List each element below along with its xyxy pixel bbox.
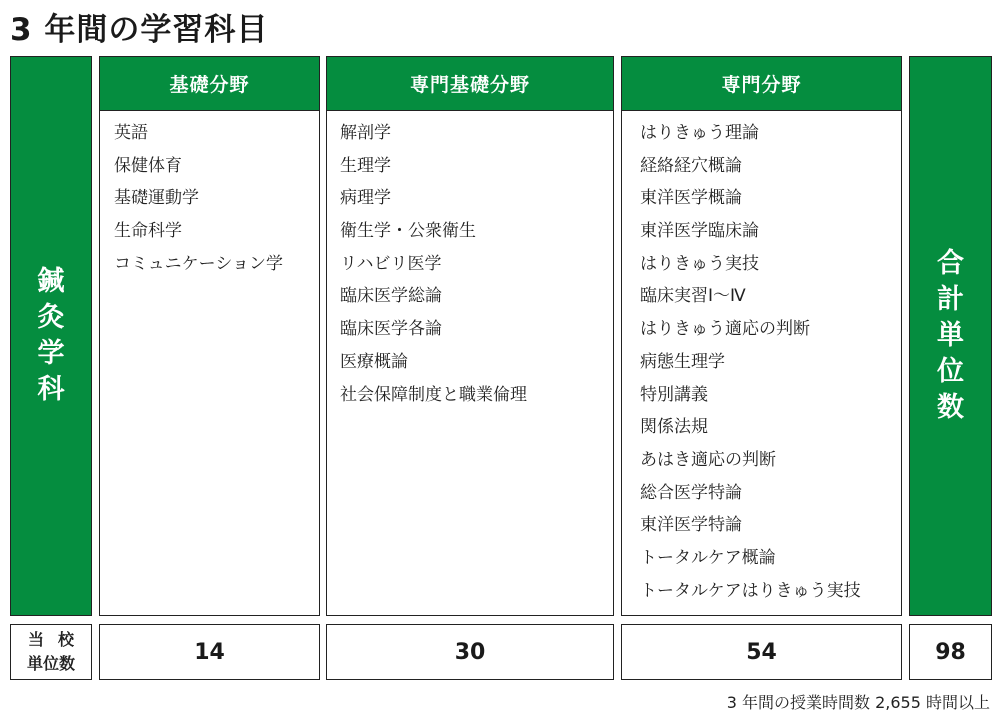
subject-list [340, 122, 527, 416]
list-item: 病態生理学 [640, 351, 725, 372]
total-label-char: 数 [937, 392, 964, 423]
list-item: 臨床医学総論 [340, 286, 442, 307]
list-item: 特別講義 [640, 384, 708, 405]
department-char: 鍼 [37, 266, 65, 297]
subject-list [640, 122, 861, 612]
credits-specialized-basic: 30 [326, 624, 614, 680]
list-item: 臨床医学各論 [340, 319, 442, 340]
list-item: 生命科学 [114, 221, 182, 242]
list-item: あはき適応の判断 [640, 449, 776, 470]
list-item: コミュニケーション学 [114, 253, 283, 274]
column-specialized [621, 56, 902, 616]
total-label-char: 合 [937, 248, 964, 279]
credits-row-label [10, 624, 92, 680]
credits-specialized: 54 [621, 624, 902, 680]
list-item: 衛生学・公衆衛生 [340, 221, 476, 242]
column-header: 専門分野 [622, 57, 901, 111]
list-item: 病理学 [340, 188, 391, 209]
list-item: 生理学 [340, 155, 391, 176]
list-item: トータルケア概論 [640, 547, 776, 568]
list-item: 関係法規 [640, 417, 708, 438]
department-char: 科 [37, 374, 65, 405]
list-item: トータルケアはりきゅう実技 [640, 580, 861, 601]
list-item: 総合医学特論 [640, 482, 742, 503]
list-item: 英語 [114, 123, 148, 143]
department-char: 灸 [37, 302, 65, 333]
column-basic [99, 56, 320, 616]
list-item: はりきゅう適応の判断 [640, 319, 810, 340]
list-item: リハビリ医学 [340, 253, 442, 274]
list-item: 保健体育 [114, 155, 182, 176]
footer-note: 3 年間の授業時間数 2,655 時間以上 [726, 693, 990, 712]
list-item: 経絡経穴概論 [640, 155, 742, 176]
page-title: 3 年間の学習科目 [10, 12, 269, 48]
total-label-char: 単 [937, 320, 964, 351]
department-char: 学 [37, 338, 65, 369]
row-label-line2: 単位数 [26, 654, 75, 673]
column-specialized-basic [326, 56, 614, 616]
credits-total: 98 [909, 624, 992, 680]
list-item: 東洋医学概論 [640, 188, 742, 209]
list-item: 東洋医学臨床論 [640, 221, 759, 242]
list-item: 解剖学 [340, 123, 391, 143]
column-header: 専門基礎分野 [327, 57, 613, 111]
list-item: はりきゅう実技 [640, 253, 759, 274]
column-header: 基礎分野 [100, 57, 319, 111]
credits-basic: 14 [99, 624, 320, 680]
list-item: 社会保障制度と職業倫理 [340, 384, 527, 405]
list-item: 東洋医学特論 [640, 515, 742, 536]
total-label-char: 位 [937, 356, 964, 387]
list-item: 臨床実習Ⅰ〜Ⅳ [640, 286, 746, 307]
list-item: 医療概論 [340, 351, 408, 372]
row-label-line1: 当校 [27, 630, 88, 649]
total-credits-label [909, 56, 992, 616]
list-item: はりきゅう理論 [640, 123, 759, 143]
subject-list [114, 122, 283, 285]
department-label [10, 56, 92, 616]
list-item: 基礎運動学 [114, 188, 199, 209]
total-label-char: 計 [937, 284, 964, 315]
